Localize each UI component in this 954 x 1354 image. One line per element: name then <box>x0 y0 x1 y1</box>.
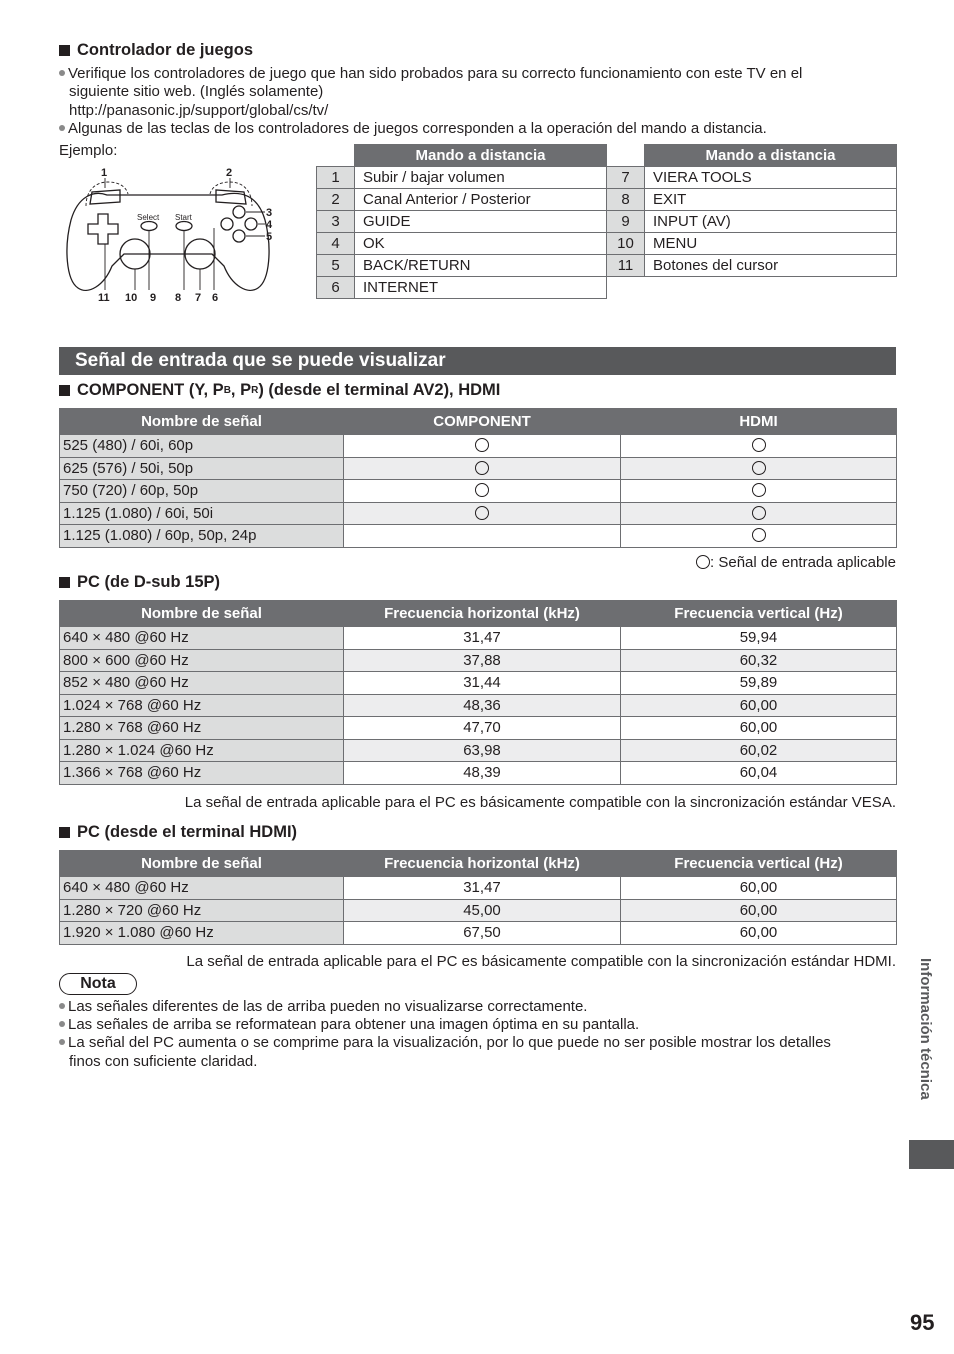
applicable-circle-icon <box>696 555 710 569</box>
table-row: 5 BACK/RETURN <box>317 255 607 277</box>
table-row: 8 EXIT <box>607 189 897 211</box>
diagram-number-8: 8 <box>175 292 182 304</box>
diagram-number-10: 10 <box>125 292 138 304</box>
diagram-number-1: 1 <box>101 167 108 179</box>
remote-map-header: Mando a distancia <box>645 145 897 167</box>
nota-bullet-3: La señal del PC aumenta o se comprime para la visualización, por lo que puede no ser posible mostrar los detalles <box>59 1034 894 1053</box>
diagram-number-3: 3 <box>266 207 273 219</box>
nota-bullet-1: Las señales diferentes de las de arriba pueden no visualizarse correctamente. <box>59 998 894 1017</box>
nota-bullet-3-cont: finos con suficiente claridad. <box>69 1053 258 1070</box>
controller-bullet-1-cont: siguiente sitio web. (Inglés solamente) <box>69 83 324 100</box>
table-row: 1.280 × 1.024 @60 Hz 63,98 60,02 <box>60 739 897 762</box>
diagram-number-6: 6 <box>212 292 219 304</box>
game-controller-diagram <box>62 162 292 307</box>
controller-bullet-2: Algunas de las teclas de los controladores de juegos corresponden a la operación del mando a distancia. <box>59 120 894 139</box>
vesa-footnote: La señal de entrada aplicable para el PC es básicamente compatible con la sincronización estándar VESA. <box>184 794 896 811</box>
section-title-bar: Señal de entrada que se puede visualizar <box>59 347 896 375</box>
diagram-number-7: 7 <box>195 292 202 304</box>
table-row: 10 MENU <box>607 233 897 255</box>
controller-bullet-1: Verifique los controladores de juego que han sido probados para su correcto funcionamiento con este TV en el <box>59 65 894 84</box>
pc-hdmi-heading: PC (desde el terminal HDMI) <box>59 823 297 842</box>
square-bullet-icon <box>59 385 70 396</box>
table-row: 800 × 600 @60 Hz 37,88 60,32 <box>60 649 897 672</box>
table-row: 625 (576) / 50i, 50p <box>60 457 897 480</box>
table-row: 640 × 480 @60 Hz 31,47 59,94 <box>60 627 897 650</box>
applicable-circle-icon <box>475 438 489 452</box>
table-row: 1.920 × 1.080 @60 Hz 67,50 60,00 <box>60 922 897 945</box>
table-row: 2 Canal Anterior / Posterior <box>317 189 607 211</box>
diagram-number-9: 9 <box>150 292 157 304</box>
table-row: 1 Subir / bajar volumen <box>317 167 607 189</box>
table-row: 11 Botones del cursor <box>607 255 897 277</box>
applicable-circle-icon <box>752 438 766 452</box>
select-label: Select <box>137 213 160 222</box>
table-row: 4 OK <box>317 233 607 255</box>
table-row: 3 GUIDE <box>317 211 607 233</box>
square-bullet-icon <box>59 45 70 56</box>
example-label: Ejemplo: <box>59 142 118 159</box>
diagram-number-11: 11 <box>98 292 110 304</box>
component-heading: COMPONENT (Y, P B , P R ) (desde el terminal AV2), HDMI <box>59 381 500 400</box>
table-row: 750 (720) / 60p, 50p <box>60 480 897 503</box>
component-signal-table: Nombre de señal COMPONENT HDMI 525 (480) / 60i, 60p 625 (576) / 50i, 50p 750 (720) / 60p, 50p 1.125 (1.080) / 60i, 50i 1.125 (1.080) / 60p, 50p, 24p <box>59 408 897 548</box>
bullet-dot-icon <box>59 1003 65 1009</box>
nota-bullet-2: Las señales de arriba se reformatean para obtener una imagen óptima en su pantalla. <box>59 1016 894 1035</box>
applicable-circle-icon <box>475 461 489 475</box>
bullet-dot-icon <box>59 1039 65 1045</box>
table-row: 1.125 (1.080) / 60p, 50p, 24p <box>60 525 897 548</box>
support-url: http://panasonic.jp/support/global/cs/tv/ <box>69 102 329 119</box>
side-section-label: Información técnica <box>917 958 934 1100</box>
applicable-circle-icon <box>475 483 489 497</box>
square-bullet-icon <box>59 577 70 588</box>
diagram-number-2: 2 <box>226 167 233 179</box>
table-row: 7 VIERA TOOLS <box>607 167 897 189</box>
table-row: 1.024 × 768 @60 Hz 48,36 60,00 <box>60 694 897 717</box>
nota-label: Nota <box>59 973 137 995</box>
applicable-circle-icon <box>752 461 766 475</box>
bullet-dot-icon <box>59 70 65 76</box>
remote-map-table-right: Mando a distancia 7 VIERA TOOLS 8 EXIT 9 INPUT (AV) 10 MENU 11 Botones del cursor <box>606 144 897 277</box>
diagram-number-4: 4 <box>266 219 273 231</box>
controller-heading: Controlador de juegos <box>59 41 253 60</box>
applicable-circle-icon <box>752 483 766 497</box>
diagram-number-5: 5 <box>266 231 273 243</box>
pc-hdmi-table: Nombre de señal Frecuencia horizontal (kHz) Frecuencia vertical (Hz) 640 × 480 @60 Hz 31,47 60,00 1.280 × 720 @60 Hz 45,00 60,00 1.920 × 1.080 @60 Hz 67,50 60,00 <box>59 850 897 945</box>
table-row: 525 (480) / 60i, 60p <box>60 435 897 458</box>
remote-map-header: Mando a distancia <box>355 145 607 167</box>
table-row: 1.280 × 768 @60 Hz 47,70 60,00 <box>60 717 897 740</box>
table-row: 1.125 (1.080) / 60i, 50i <box>60 502 897 525</box>
bullet-dot-icon <box>59 1021 65 1027</box>
table-row: 852 × 480 @60 Hz 31,44 59,89 <box>60 672 897 695</box>
applicable-circle-icon <box>752 528 766 542</box>
pc-dsub-heading: PC (de D-sub 15P) <box>59 573 220 592</box>
table-row: 1.280 × 720 @60 Hz 45,00 60,00 <box>60 899 897 922</box>
pc-dsub-table: Nombre de señal Frecuencia horizontal (kHz) Frecuencia vertical (Hz) 640 × 480 @60 Hz 31,47 59,94 800 × 600 @60 Hz 37,88 60,32 852 × 480 @60 Hz 31,44 59,89 1.024 × 768 @60 Hz 48,36 60,00 1.280 × 768 @60 Hz 47,70 60,00 1.280 × 1.024 @60 Hz 63,98 60,02 1.366 × 768 @60 Hz 48,39 60,04 <box>59 600 897 785</box>
start-label: Start <box>175 213 192 222</box>
hdmi-footnote: La señal de entrada aplicable para el PC es básicamente compatible con la sincronización estándar HDMI. <box>186 953 896 970</box>
applicable-circle-icon <box>475 506 489 520</box>
bullet-dot-icon <box>59 125 65 131</box>
remote-map-table-left <box>316 144 607 299</box>
table-row: 6 INTERNET <box>317 277 607 299</box>
applicable-legend: : Señal de entrada aplicable <box>696 554 896 571</box>
table-row: 640 × 480 @60 Hz 31,47 60,00 <box>60 877 897 900</box>
square-bullet-icon <box>59 827 70 838</box>
page-number: 95 <box>910 1310 935 1335</box>
applicable-circle-icon <box>752 506 766 520</box>
table-row: 1.366 × 768 @60 Hz 48,39 60,04 <box>60 762 897 785</box>
side-tab-marker <box>909 1140 954 1169</box>
